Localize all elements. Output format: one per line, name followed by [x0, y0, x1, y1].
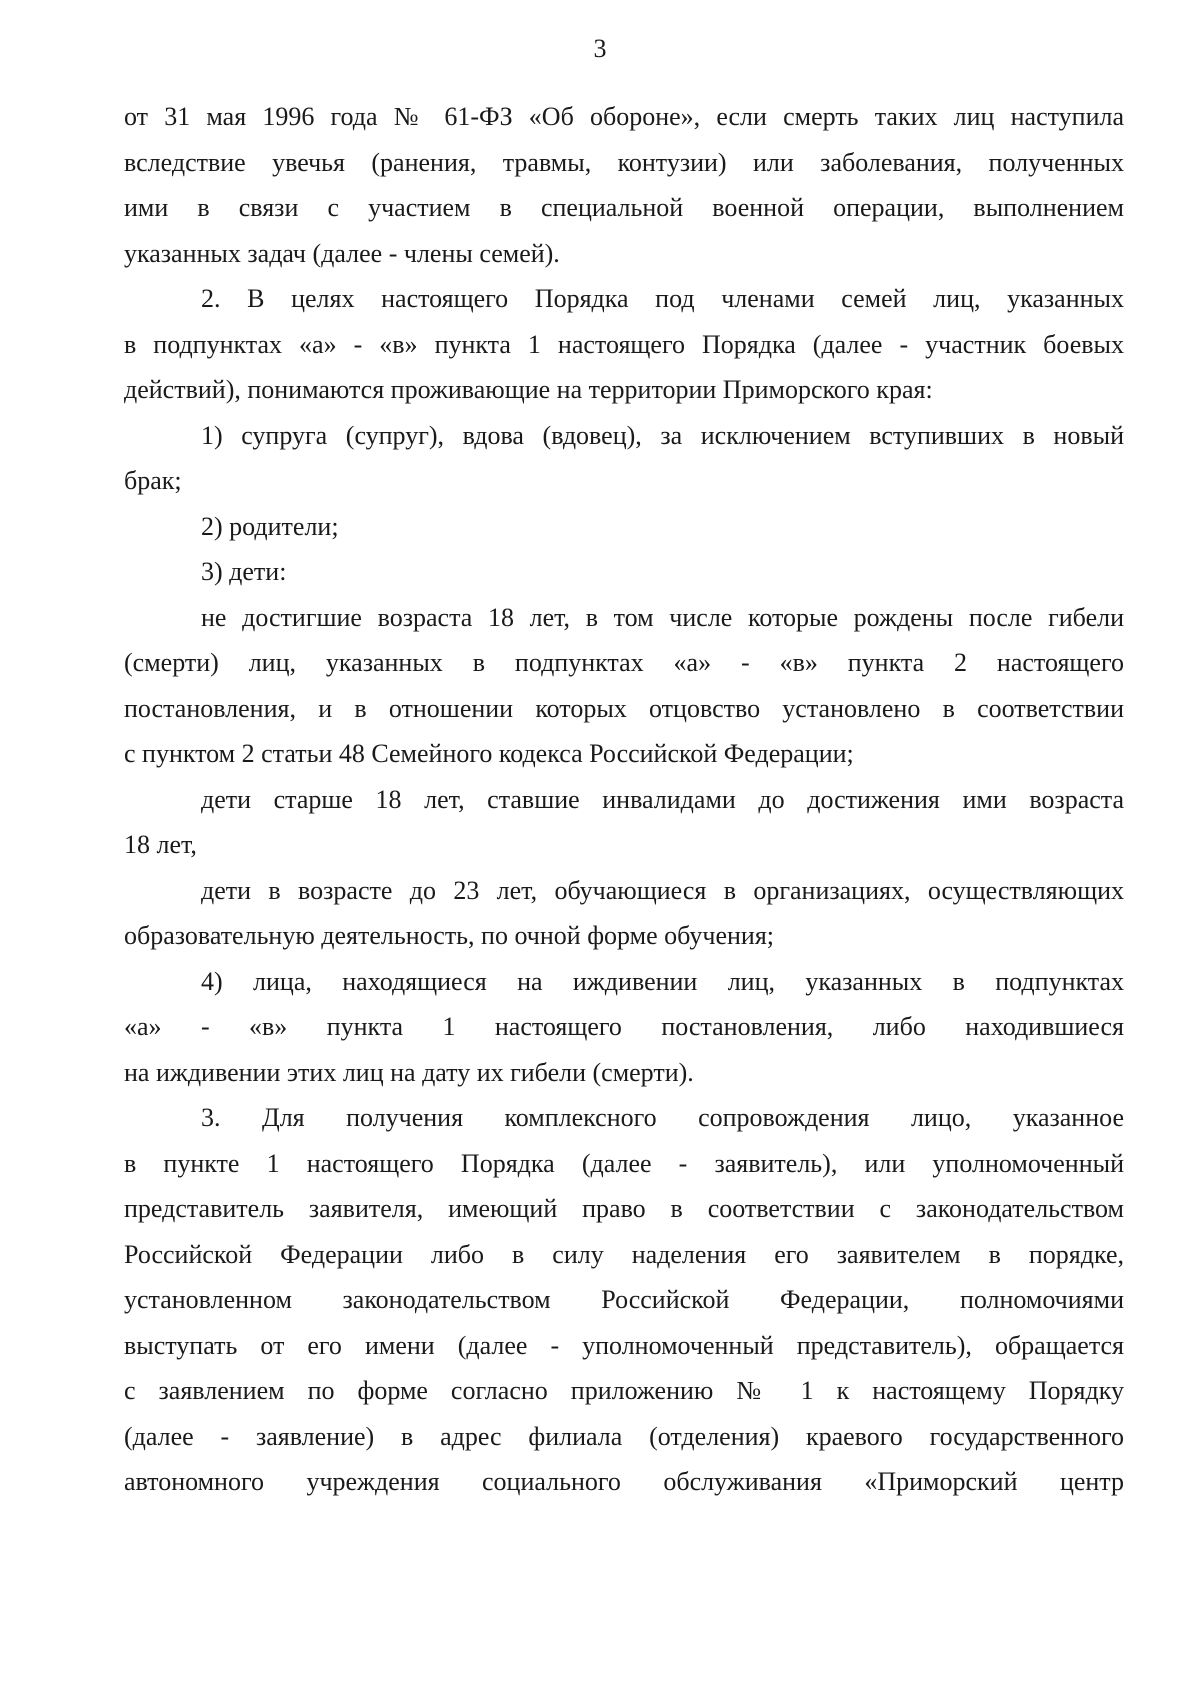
text-line: автономного учреждения социального обслуживания «Приморский центр: [124, 1467, 1124, 1496]
text-line: в подпунктах «а» - «в» пункта 1 настоящего Порядка (далее - участник боевых: [124, 329, 1124, 359]
text-line: с заявлением по форме согласно приложению № 1 к настоящему Порядку: [124, 1376, 1124, 1405]
text-line: представитель заявителя, имеющий право в соответствии с законодательством: [124, 1194, 1124, 1223]
text-line: ими в связи с участием в специальной военной операции, выполнением: [124, 193, 1124, 222]
text-line: постановления, и в отношении которых отцовство установлено в соответствии: [124, 693, 1124, 723]
text-line: действий), понимаются проживающие на территории Приморского края:: [124, 375, 933, 404]
list-item-2: 2) родители;: [201, 511, 339, 541]
text-line: установленном законодательством Российской Федерации, полномочиями: [124, 1285, 1124, 1314]
list-item-1: 1) супруга (супруг), вдова (вдовец), за исключением вступивших в новый: [201, 420, 1124, 450]
text-line: от 31 мая 1996 года № 61-ФЗ «Об обороне», если смерть таких лиц наступила: [124, 102, 1124, 131]
text-line: на иждивении этих лиц на дату их гибели (смерти).: [124, 1057, 694, 1087]
children-clause-2: дети старше 18 лет, ставшие инвалидами до достижения ими возраста: [201, 784, 1124, 814]
document-body: [124, 94, 1124, 1505]
paragraph-3-line: 3. Для получения комплексного сопровождения лицо, указанное: [201, 1103, 1124, 1132]
text-line: в пункте 1 настоящего Порядка (далее - заявитель), или уполномоченный: [124, 1148, 1124, 1178]
text-line: вследствие увечья (ранения, травмы, контузии) или заболевания, полученных: [124, 147, 1124, 177]
text-line: образовательную деятельность, по очной форме обучения;: [124, 921, 774, 950]
paragraph-2-line: 2. В целях настоящего Порядка под членами семей лиц, указанных: [201, 284, 1124, 313]
text-line: брак;: [124, 466, 182, 495]
list-item-3: 3) дети:: [201, 557, 287, 586]
text-line: «а» - «в» пункта 1 настоящего постановления, либо находившиеся: [124, 1012, 1124, 1041]
page-number: 3: [593, 34, 607, 63]
children-clause-1: не достигшие возраста 18 лет, в том числе которые рождены после гибели: [201, 602, 1124, 632]
text-line: с пунктом 2 статьи 48 Семейного кодекса Российской Федерации;: [124, 739, 854, 768]
text-line: выступать от его имени (далее - уполномоченный представитель), обращается: [124, 1330, 1124, 1360]
children-clause-3: дети в возрасте до 23 лет, обучающиеся в организациях, осуществляющих: [201, 875, 1124, 905]
text-line: Российской Федерации либо в силу наделения его заявителем в порядке,: [124, 1239, 1124, 1269]
list-item-4: 4) лица, находящиеся на иждивении лиц, указанных в подпунктах: [201, 966, 1124, 996]
text-line: 18 лет,: [124, 830, 197, 859]
text-line: указанных задач (далее - члены семей).: [124, 238, 560, 268]
text-line: (смерти) лиц, указанных в подпунктах «а» - «в» пункта 2 настоящего: [124, 648, 1124, 677]
text-line: (далее - заявление) в адрес филиала (отделения) краевого государственного: [124, 1421, 1124, 1451]
